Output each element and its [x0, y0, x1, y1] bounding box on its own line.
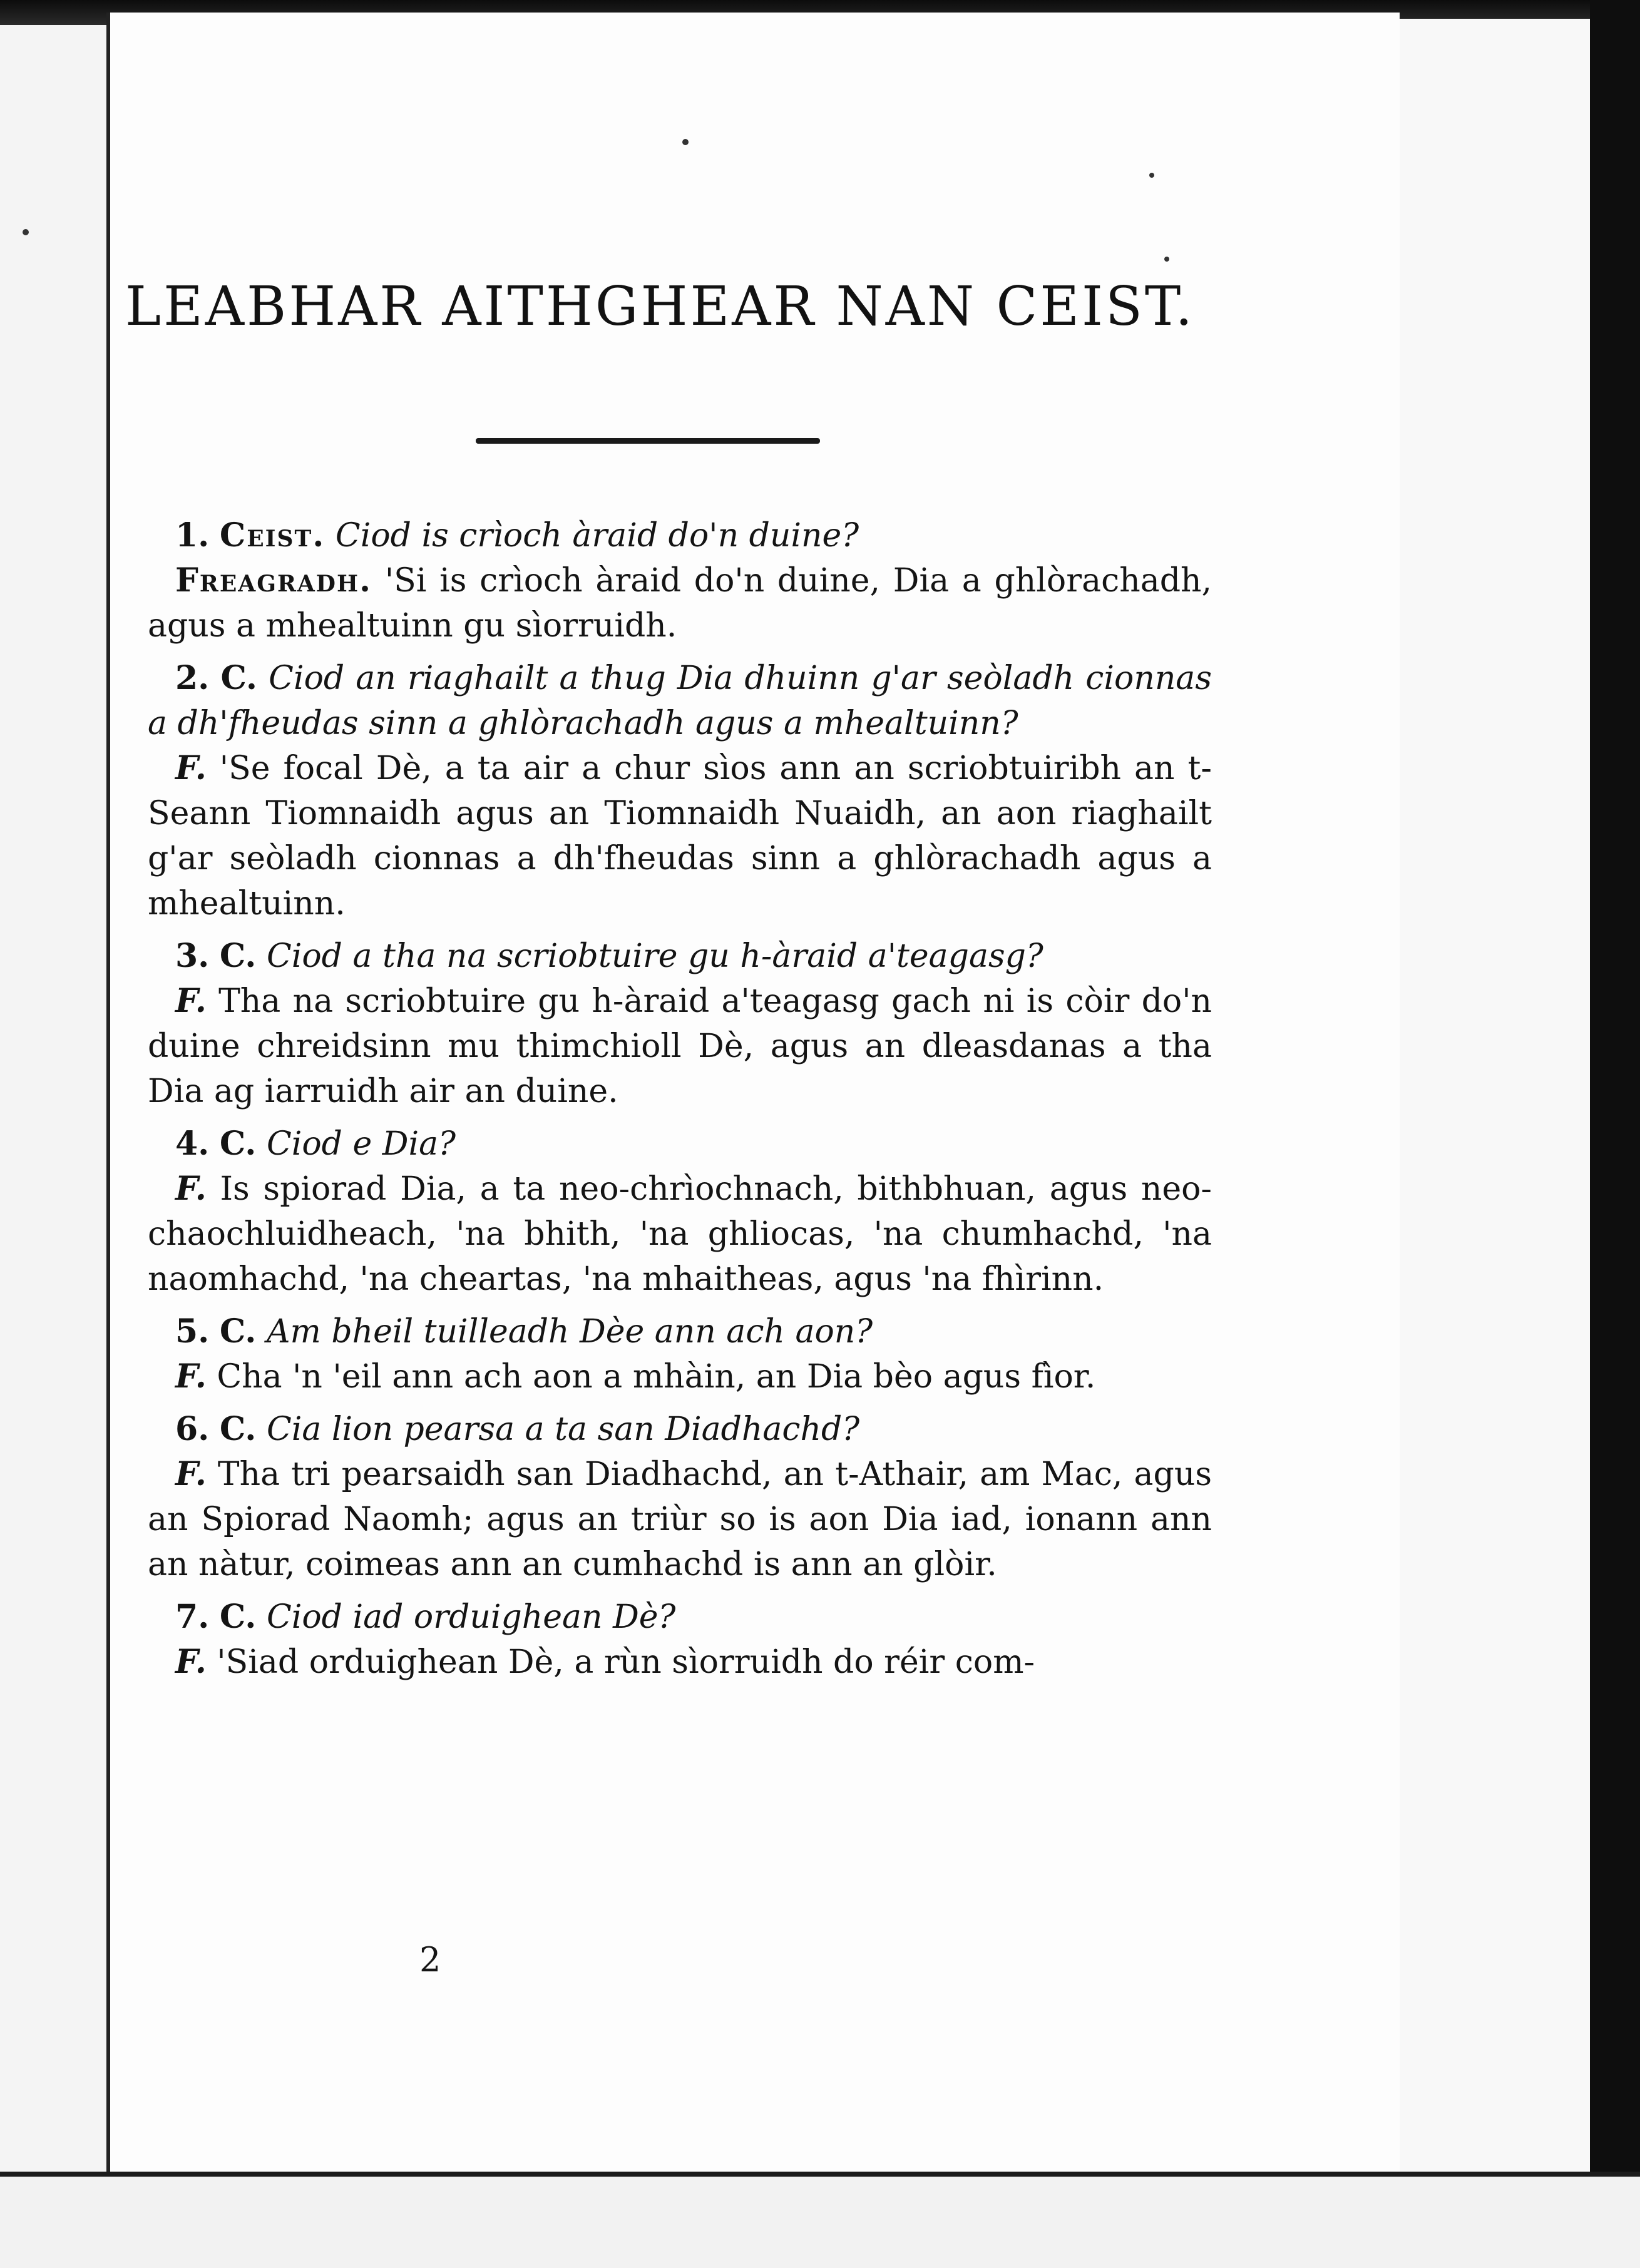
catechism-entry-7: [148, 1595, 1212, 1685]
question: [148, 656, 1212, 746]
ink-speck: [1164, 257, 1169, 262]
answer-label: F.: [175, 1455, 207, 1493]
question-label: C.: [219, 937, 257, 975]
catechism-text: [148, 513, 1212, 1692]
question: [148, 1121, 1212, 1167]
answer: [148, 1167, 1212, 1302]
question-text: Ciod e Dia?: [266, 1125, 456, 1163]
question-number: 2.: [175, 659, 210, 697]
question-text: Am bheil tuilleadh Dèe ann ach aon?: [266, 1313, 873, 1351]
answer: [148, 1452, 1212, 1587]
page-number: 2: [419, 1940, 441, 1979]
answer-text: 'Se focal Dè, a ta air a chur sìos ann an scriobtuiribh an t-Seann Tiomnaidh agus an Tiomnaidh Nuaidh, an aon riaghailt g'ar seòladh cionnas a dh'fheudas sinn a ghlòrachadh agus a mhealtuinn.: [148, 750, 1212, 922]
question-number: 3.: [175, 937, 210, 975]
question: [148, 1595, 1212, 1640]
catechism-entry-6: [148, 1407, 1212, 1587]
answer-text: Cha 'n 'eil ann ach aon a mhàin, an Dia bèo agus fìor.: [217, 1358, 1096, 1396]
answer-label: F.: [175, 1170, 207, 1208]
question: [148, 1407, 1212, 1452]
question-label: C.: [219, 1125, 257, 1163]
catechism-entry-3: [148, 934, 1212, 1114]
question-text: Ciod iad orduighean Dè?: [266, 1598, 676, 1636]
question-number: 6.: [175, 1410, 210, 1448]
question-text: Ciod is crìoch àraid do'n duine?: [335, 517, 859, 554]
answer: [148, 1354, 1212, 1399]
answer-label: F.: [175, 1357, 207, 1396]
answer: [148, 1640, 1212, 1685]
catechism-entry-4: [148, 1121, 1212, 1302]
left-margin: [0, 25, 113, 2178]
catechism-entry-5: [148, 1309, 1212, 1399]
question-label: C.: [220, 659, 258, 697]
answer-label: F.: [175, 1643, 207, 1681]
question: [148, 513, 1212, 558]
back-page-edge: [1377, 19, 1594, 2178]
question-number: 7.: [175, 1598, 210, 1636]
answer: [148, 558, 1212, 648]
answer-text: 'Siad orduighean Dè, a rùn sìorruidh do réir com-: [217, 1643, 1035, 1681]
question-text: Cia lion pearsa a ta san Diadhachd?: [266, 1411, 860, 1448]
ink-speck: [1149, 173, 1154, 178]
question-label: C.: [219, 1410, 257, 1448]
catechism-entry-1: [148, 513, 1212, 648]
answer-label: Freagradh.: [175, 561, 372, 600]
question-number: 4.: [175, 1125, 210, 1163]
question-label: Ceist.: [219, 516, 325, 554]
answer: [148, 979, 1212, 1114]
ink-speck: [682, 139, 689, 145]
question-label: C.: [219, 1312, 257, 1351]
answer: [148, 746, 1212, 926]
question-text: Ciod an riaghailt a thug Dia dhuinn g'ar seòladh cionnas a dh'fheudas sinn a ghlòrachadh agus a mhealtuinn?: [148, 660, 1212, 742]
title-rule: [476, 438, 820, 444]
answer-text: 'Si is crìoch àraid do'n duine, Dia a ghlòrachadh, agus a mhealtuinn gu sìorruidh.: [148, 562, 1212, 645]
book-bottom-edge: [0, 2172, 1640, 2268]
answer-label: F.: [175, 982, 207, 1020]
page-title: LEABHAR AITHGHEAR NAN CEIST.: [125, 275, 1195, 338]
ink-speck: [23, 229, 29, 235]
question-number: 5.: [175, 1312, 210, 1351]
book-binding-edge: [1590, 0, 1640, 2263]
question: [148, 1309, 1212, 1354]
question: [148, 934, 1212, 979]
answer-label: F.: [175, 749, 207, 787]
question-label: C.: [219, 1598, 257, 1636]
answer-text: Tha tri pearsaidh san Diadhachd, an t-Athair, am Mac, agus an Spiorad Naomh; agus an triùr so is aon Dia iad, ionann ann an nàtur, coimeas ann an cumhachd is ann an glòir.: [148, 1456, 1212, 1583]
answer-text: Is spiorad Dia, a ta neo-chrìochnach, bithbhuan, agus neo-chaochluidheach, 'na bhith, 'na ghliocas, 'na chumhachd, 'na naomhachd, 'na cheartas, 'na mhaitheas, agus 'na fhìrinn.: [148, 1170, 1212, 1298]
question-number: 1.: [175, 516, 210, 554]
answer-text: Tha na scriobtuire gu h-àraid a'teagasg gach ni is còir do'n duine chreidsinn mu thimchioll Dè, agus an dleasdanas a tha Dia ag iarruidh air an duine.: [148, 983, 1212, 1110]
catechism-entry-2: [148, 656, 1212, 926]
question-text: Ciod a tha na scriobtuire gu h-àraid a'teagasg?: [266, 937, 1043, 975]
